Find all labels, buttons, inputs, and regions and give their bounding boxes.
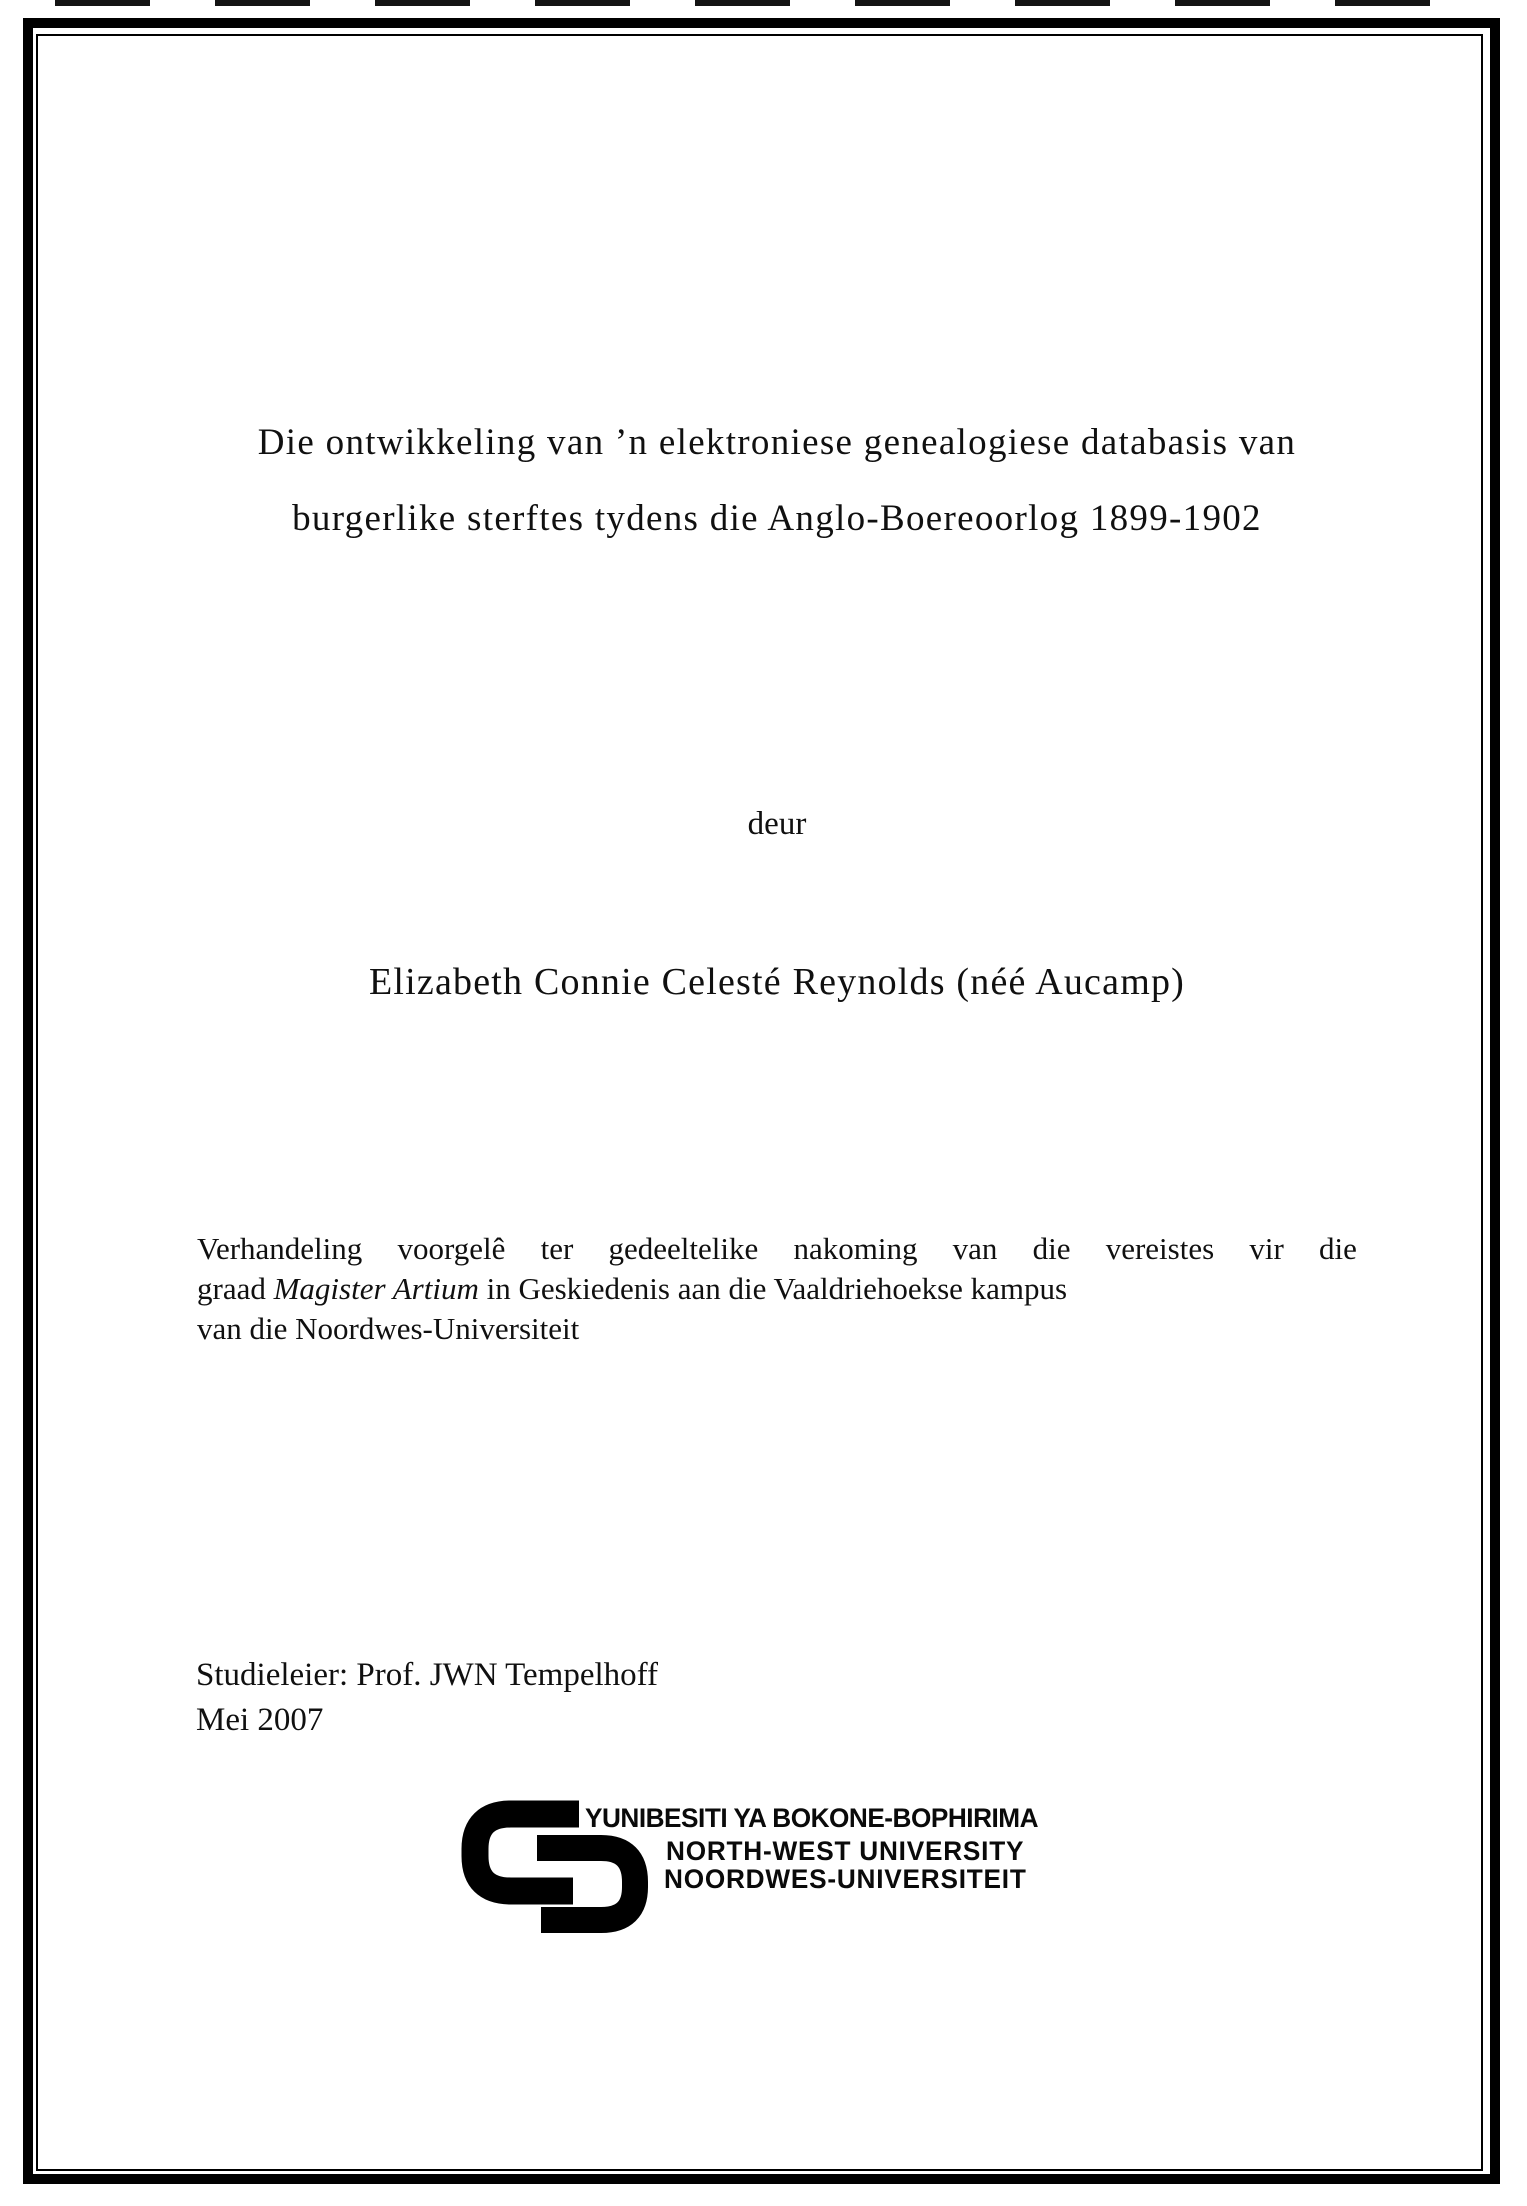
thesis-title-line1: Die ontwikkeling van ’n elektroniese genealogiese databasis van — [257, 422, 1297, 463]
logo-text-afrikaans: NOORDWES-UNIVERSITEIT — [664, 1864, 1027, 1894]
logo-text-setswana: YUNIBESITI YA BOKONE-BOPHIRIMA — [585, 1803, 1039, 1833]
thesis-title-line2: burgerlike sterftes tydens die Anglo-Boereoorlog 1899-1902 — [292, 498, 1262, 539]
statement-line2-suffix: in Geskiedenis aan die Vaaldriehoekse kampus — [478, 1271, 1068, 1306]
logo-text-english: NORTH-WEST UNIVERSITY — [666, 1836, 1025, 1866]
supervisor-block — [196, 1653, 1096, 1743]
statement-line1: Verhandeling voorgelê ter gedeeltelike nakoming van die vereistes vir die — [197, 1231, 1357, 1266]
supervisor-line: Studieleier: Prof. JWN Tempelhoff — [196, 1657, 659, 1693]
statement-line3: van die Noordwes-Universiteit — [197, 1311, 580, 1346]
thesis-title — [197, 405, 1357, 557]
scan-artifact-dashes — [55, 0, 1495, 6]
thesis-statement — [197, 1229, 1357, 1349]
author-name: Elizabeth Connie Celesté Reynolds (néé Aucamp) — [368, 961, 1186, 1003]
statement-line2-prefix: graad — [197, 1271, 274, 1306]
degree-name: Magister Artium — [273, 1271, 479, 1306]
byline-label: deur — [747, 806, 807, 842]
date-line: Mei 2007 — [196, 1702, 324, 1738]
statement-line2 — [197, 1269, 1357, 1309]
